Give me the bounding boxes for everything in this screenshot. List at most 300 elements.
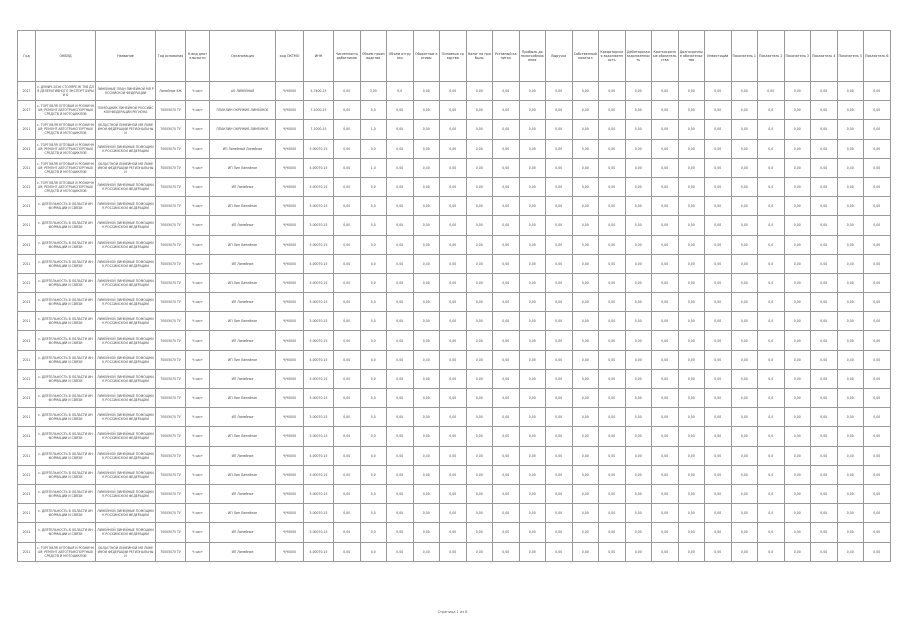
table-cell: 0,00 — [519, 542, 546, 561]
table-cell: 0,00 — [652, 273, 679, 292]
table-cell: 0,0 — [758, 369, 785, 388]
table-cell: 0,00 — [599, 216, 626, 235]
table-cell: 0,00 — [466, 158, 493, 177]
table-cell: 0,00 — [334, 82, 361, 101]
table-cell: 0,00 — [731, 484, 758, 503]
table-cell: 0,00 — [466, 427, 493, 446]
table-cell: 0,00 — [625, 504, 652, 523]
table-cell: 0,00 — [466, 120, 493, 139]
table-cell: 2011 — [18, 120, 36, 139]
column-header: Год основания — [156, 31, 186, 82]
table-row — [18, 82, 891, 101]
table-cell: 0,0 — [758, 331, 785, 350]
table-cell: Ч/Ч0000 — [276, 542, 304, 561]
table-cell: 0,00 — [837, 158, 864, 177]
table-cell: 5-00070-15 — [304, 312, 334, 331]
table-cell: 2011 — [18, 523, 36, 542]
table-cell: ИП Линейное — [210, 523, 276, 542]
table-cell: 0,00 — [519, 350, 546, 369]
table-cell: 0,00 — [466, 197, 493, 216]
table-cell: 0,00 — [837, 139, 864, 158]
table-cell: 0,0 — [360, 101, 387, 120]
table-cell: 0,00 — [784, 197, 811, 216]
table-cell: 0,00 — [334, 465, 361, 484]
table-cell: 2011 — [18, 446, 36, 465]
table-cell: 0,00 — [493, 82, 520, 101]
column-header: Оборотные активы — [413, 31, 440, 82]
table-cell: 0,00 — [466, 408, 493, 427]
table-cell: 70005070 ТУ — [156, 389, 186, 408]
table-row — [18, 177, 891, 196]
table-cell: ЛИНЕЙНОЙ ЛИНЕЙНЫЕ ПОМОЩНИК РОССИЙСКОЙ ФЕДЕРАЦИИ — [96, 235, 156, 254]
table-cell: ИП Лин Линейное — [210, 504, 276, 523]
table-cell: 0,00 — [466, 82, 493, 101]
table-cell: 0,00 — [387, 484, 414, 503]
table-cell: 2017 — [18, 82, 36, 101]
table-cell: 0,00 — [387, 350, 414, 369]
table-cell: 0,00 — [705, 82, 732, 101]
table-cell: 0,00 — [678, 177, 705, 196]
table-cell: 0,00 — [652, 523, 679, 542]
table-cell: 0,00 — [466, 254, 493, 273]
table-cell: с. ТОРГОВЛЯ ОПТОВАЯ И РОЗНИЧНАЯ; РЕМОНТ АВТОТРАНСПОРТНЫХ СРЕДСТВ И МОТОЦИКЛОВ — [36, 158, 96, 177]
table-cell: 0,00 — [678, 197, 705, 216]
table-cell: Ч-чист — [186, 504, 210, 523]
table-cell: 0,00 — [334, 197, 361, 216]
column-header: Показатель 6 — [864, 31, 891, 82]
table-cell: 70005070 ТУ — [156, 369, 186, 388]
table-cell: Ч/Ч0000 — [276, 408, 304, 427]
table-cell: 0,00 — [572, 120, 599, 139]
table-cell: 0,00 — [837, 484, 864, 503]
table-cell: 0,00 — [625, 408, 652, 427]
table-cell: 0,00 — [519, 120, 546, 139]
table-cell: 0,00 — [837, 331, 864, 350]
table-cell: 0,00 — [811, 389, 838, 408]
table-cell: 0,00 — [864, 235, 891, 254]
table-cell: 0,00 — [572, 139, 599, 158]
table-cell: 0,00 — [493, 120, 520, 139]
column-header: Название — [96, 31, 156, 82]
table-cell: 0,00 — [387, 542, 414, 561]
table-cell: 0,00 — [678, 312, 705, 331]
table-cell: Ч-чист — [186, 273, 210, 292]
column-header: Год — [18, 31, 36, 82]
table-cell: 0,00 — [466, 293, 493, 312]
table-cell: 0,00 — [731, 139, 758, 158]
table-cell: 0,00 — [652, 427, 679, 446]
table-cell: 0,00 — [811, 82, 838, 101]
table-cell: 0,00 — [731, 197, 758, 216]
table-cell: 0,00 — [572, 177, 599, 196]
table-cell: 0,0 — [360, 312, 387, 331]
table-cell: с. ДЕЯТЕЛЬНОСТЬ В ОБЛАСТИ ИНФОРМАЦИИ И СВЯЗИ — [36, 254, 96, 273]
table-cell: 0,00 — [731, 235, 758, 254]
table-cell: ПОМОЩНИК ЛИНЕЙНОЙ РОССИЙСКОЙ ФЕДЕРАЦИИ РЕГИОНА — [96, 101, 156, 120]
table-cell: 0,00 — [652, 465, 679, 484]
table-cell: ЛИНЕЙНОЙ ЛИНЕЙНЫЕ ПОМОЩНИК РОССИЙСКОЙ ФЕДЕРАЦИИ — [96, 523, 156, 542]
table-cell: 0,00 — [413, 177, 440, 196]
table-cell: 0,00 — [864, 446, 891, 465]
table-cell: Ч-чист — [186, 446, 210, 465]
table-cell: Ч-чист — [186, 523, 210, 542]
table-cell: 0,00 — [705, 446, 732, 465]
table-cell: 0,00 — [811, 120, 838, 139]
table-cell: ИП Линейное — [210, 484, 276, 503]
table-cell: 0,00 — [413, 216, 440, 235]
table-cell: 0,00 — [493, 465, 520, 484]
table-cell: ИП Лин Линейное — [210, 427, 276, 446]
table-cell: 0,00 — [625, 350, 652, 369]
table-cell: 0,00 — [334, 101, 361, 120]
table-cell: 0,0 — [360, 369, 387, 388]
table-cell: 0,00 — [493, 331, 520, 350]
table-cell: 0,00 — [440, 235, 467, 254]
column-header: Объём отгрузки — [387, 31, 414, 82]
table-cell: 0,00 — [625, 254, 652, 273]
table-cell: 3,00 — [360, 82, 387, 101]
table-cell: Ч/Ч0000 — [276, 427, 304, 446]
table-cell: Ч/Ч0000 — [276, 389, 304, 408]
table-cell: 0,00 — [334, 177, 361, 196]
table-cell: 0,00 — [784, 523, 811, 542]
table-cell: Ч/Ч0000 — [276, 235, 304, 254]
table-cell: 0,00 — [546, 350, 573, 369]
table-cell: 0,00 — [678, 235, 705, 254]
table-cell: 0,00 — [731, 312, 758, 331]
table-cell: 0,0 — [360, 484, 387, 503]
table-cell: 1,0 — [360, 158, 387, 177]
table-cell: 0,00 — [837, 312, 864, 331]
table-cell: 0,00 — [493, 254, 520, 273]
table-cell: 2011 — [18, 139, 36, 158]
table-cell: 0,00 — [705, 369, 732, 388]
table-cell: 0,00 — [334, 350, 361, 369]
table-cell: 0,00 — [519, 504, 546, 523]
table-cell: 5-00070-15 — [304, 446, 334, 465]
table-cell: 0,00 — [678, 216, 705, 235]
table-cell: 0,00 — [784, 120, 811, 139]
table-cell: 0,00 — [493, 369, 520, 388]
table-cell: 0,00 — [466, 331, 493, 350]
table-cell: 0,00 — [652, 139, 679, 158]
table-cell: 0,00 — [334, 542, 361, 561]
table-cell: 0,00 — [387, 408, 414, 427]
table-cell: 0,00 — [864, 331, 891, 350]
table-row — [18, 389, 891, 408]
table-cell: 0,00 — [731, 408, 758, 427]
table-cell: 0,00 — [519, 446, 546, 465]
table-cell: Ч-чист — [186, 216, 210, 235]
table-cell: ЛИНЕЙНОЙ ЛИНЕЙНЫЕ ПОМОЩНИК РОССИЙСКОЙ ФЕДЕРАЦИИ — [96, 465, 156, 484]
table-cell: 0,0 — [360, 331, 387, 350]
table-row — [18, 369, 891, 388]
table-cell: 0,00 — [387, 254, 414, 273]
table-cell: 70005070 ТУ — [156, 139, 186, 158]
table-cell: 0,00 — [678, 139, 705, 158]
table-cell: Ч/Ч0000 — [276, 484, 304, 503]
table-cell: 0,00 — [678, 158, 705, 177]
table-cell: 0,00 — [837, 101, 864, 120]
table-cell: 0,00 — [811, 523, 838, 542]
table-cell: 0,00 — [784, 273, 811, 292]
table-cell: 0,00 — [837, 446, 864, 465]
table-cell: 0,00 — [652, 369, 679, 388]
table-cell: 0,00 — [599, 254, 626, 273]
table-cell: 2011 — [18, 408, 36, 427]
table-cell: 0,00 — [625, 389, 652, 408]
table-cell: ЛИНЕЙНОЙ ЛИНЕЙНЫЕ ПОМОЩНИК РОССИЙСКОЙ ФЕДЕРАЦИИ — [96, 216, 156, 235]
table-cell: 0,0 — [360, 504, 387, 523]
table-cell: ЛИНЕЙНОЙ ЛИНЕЙНЫЕ ПОМОЩНИК РОССИЙСКОЙ ФЕДЕРАЦИИ — [96, 312, 156, 331]
table-row — [18, 101, 891, 120]
table-cell: 0,00 — [413, 389, 440, 408]
table-cell: 0,0 — [360, 273, 387, 292]
table-cell: 0,00 — [784, 139, 811, 158]
table-cell: 0,00 — [705, 504, 732, 523]
table-cell: ЛИНЕЙНОЙ ЛИНЕЙНЫЕ ПОМОЩНИК РОССИЙСКОЙ ФЕДЕРАЦИИ — [96, 254, 156, 273]
table-cell: 0,00 — [466, 101, 493, 120]
table-cell: 0,00 — [572, 504, 599, 523]
table-cell: ППАКЛИН ОКРУЖИЕ-ЛИНЕЙНОЕ — [210, 120, 276, 139]
table-cell: Ч-чист — [186, 101, 210, 120]
table-row — [18, 235, 891, 254]
table-cell: ЛИНЕЙНЫЕ ПЛАН ЛИНЕЙНОЙ МЯ РОССИЙСКОЙ ФЕДЕРАЦИИ — [96, 82, 156, 101]
table-cell: 0,00 — [572, 101, 599, 120]
table-cell: 2011 — [18, 254, 36, 273]
table-cell: 0,00 — [572, 293, 599, 312]
table-cell: ЛИНЕЙНОЙ ЛИНЕЙНЫЕ ПОМОЩНИК РОССИЙСКОЙ ФЕДЕРАЦИИ — [96, 273, 156, 292]
table-cell: 0,00 — [625, 273, 652, 292]
table-cell: 0,0 — [758, 101, 785, 120]
table-cell: Ч/Ч0000 — [276, 197, 304, 216]
table-cell: 0,00 — [440, 82, 467, 101]
table-cell: 0,00 — [546, 273, 573, 292]
table-cell: 0,00 — [440, 427, 467, 446]
table-cell: ИП Лин Линейное — [210, 235, 276, 254]
table-cell: 70005070 ТУ — [156, 216, 186, 235]
table-cell: 0,00 — [546, 331, 573, 350]
table-cell: 0,00 — [572, 389, 599, 408]
table-cell: 70005070 ТУ — [156, 177, 186, 196]
table-cell: 0,00 — [811, 177, 838, 196]
table-cell: 0,00 — [864, 427, 891, 446]
table-cell: 0,00 — [731, 389, 758, 408]
table-cell: 0,00 — [864, 254, 891, 273]
table-cell: 2011 — [18, 273, 36, 292]
table-cell: 0,00 — [466, 446, 493, 465]
table-cell: 0,00 — [466, 216, 493, 235]
table-cell: 0,00 — [678, 331, 705, 350]
table-cell: ЛИНЕЙНОЙ ЛИНЕЙНЫЕ ПОМОЩНИК РОССИЙСКОЙ ФЕДЕРАЦИИ — [96, 484, 156, 503]
table-cell: ОБЛАСТНОЙ ЛИНЕЙНОЙ МЯ ЛИНЕЙНОЙ ФЕДЕРАЦИИ РЕГИОНАЛЬНЫЙ — [96, 158, 156, 177]
column-header: Показатель 5 — [837, 31, 864, 82]
table-cell: с. ТОРГОВЛЯ ОПТОВАЯ И РОЗНИЧНАЯ; РЕМОНТ АВТОТРАНСПОРТНЫХ СРЕДСТВ И МОТОЦИКЛОВ — [36, 101, 96, 120]
table-cell: 0,00 — [440, 523, 467, 542]
table-row — [18, 408, 891, 427]
table-cell: 0,00 — [519, 235, 546, 254]
table-cell: 0,00 — [652, 216, 679, 235]
table-cell: с. ДЕЯТЕЛЬНОСТЬ В ОБЛАСТИ ИНФОРМАЦИИ И СВЯЗИ — [36, 216, 96, 235]
table-cell: 5-00070-15 — [304, 139, 334, 158]
table-cell: 0,00 — [572, 446, 599, 465]
table-cell: Ч/Ч0000 — [276, 331, 304, 350]
table-row — [18, 158, 891, 177]
table-cell: 0,00 — [387, 235, 414, 254]
table-cell: ИП Лин Линейное — [210, 158, 276, 177]
table-cell: ИП Лин Линейное — [210, 350, 276, 369]
table-cell: 0,00 — [440, 273, 467, 292]
table-cell: 0,00 — [705, 542, 732, 561]
table-cell: 0,00 — [599, 523, 626, 542]
table-cell: 0,00 — [572, 254, 599, 273]
table-cell: 0,00 — [864, 82, 891, 101]
table-cell: 0,0 — [360, 427, 387, 446]
table-cell: 0,00 — [387, 197, 414, 216]
table-cell: Ч-чист — [186, 427, 210, 446]
data-table — [17, 30, 891, 562]
table-cell: 0,00 — [864, 101, 891, 120]
table-cell: 70005070 ТУ — [156, 427, 186, 446]
column-header: Долгосрочные обязательства — [678, 31, 705, 82]
table-cell: 0,0 — [758, 293, 785, 312]
table-cell: 0,00 — [811, 446, 838, 465]
table-cell: 0,00 — [837, 427, 864, 446]
table-cell: 5-00070-15 — [304, 542, 334, 561]
table-cell: ЛИНЕЙНОЙ ЛИНЕЙНЫЕ ПОМОЩНИК РОССИЙСКОЙ ФЕДЕРАЦИИ — [96, 197, 156, 216]
table-cell: 0,00 — [572, 427, 599, 446]
table-cell: 0,00 — [334, 120, 361, 139]
table-cell: 0,00 — [731, 446, 758, 465]
table-cell: 0,00 — [705, 139, 732, 158]
table-cell: 2011 — [18, 197, 36, 216]
table-cell: 0,00 — [387, 427, 414, 446]
table-cell: 0,00 — [413, 408, 440, 427]
table-cell: 0,00 — [599, 293, 626, 312]
table-cell: 0,00 — [731, 369, 758, 388]
table-cell: 0,00 — [784, 389, 811, 408]
table-cell: 0,00 — [466, 369, 493, 388]
table-cell: 5-00070-15 — [304, 523, 334, 542]
column-header: ИНН — [304, 31, 334, 82]
table-cell: 5-00070-15 — [304, 158, 334, 177]
table-cell: 5-00070-15 — [304, 235, 334, 254]
table-cell: 70005070 ТУ — [156, 408, 186, 427]
table-cell: 0,00 — [599, 484, 626, 503]
table-cell: Ч-чист — [186, 82, 210, 101]
table-cell: 0,00 — [864, 350, 891, 369]
table-cell: 0,00 — [413, 523, 440, 542]
table-cell: 0,0 — [758, 177, 785, 196]
table-cell: 0,00 — [705, 235, 732, 254]
table-cell: 0,00 — [864, 465, 891, 484]
table-cell: ЛИНЕЙНОЙ ЛИНЕЙНЫЕ ПОМОЩНИК РОССИЙСКОЙ ФЕДЕРАЦИИ — [96, 408, 156, 427]
table-cell: 0,00 — [864, 197, 891, 216]
table-cell: 0,00 — [413, 331, 440, 350]
table-cell: 0,00 — [731, 465, 758, 484]
table-cell: Ч-чист — [186, 369, 210, 388]
table-cell: 0,00 — [731, 158, 758, 177]
table-cell: 0,00 — [678, 504, 705, 523]
table-cell: 0,00 — [784, 427, 811, 446]
table-cell: 0,00 — [572, 216, 599, 235]
table-cell: с. ДЕЯТЕЛЬНОСТЬ В ОБЛАСТИ ИНФОРМАЦИИ И СВЯЗИ — [36, 427, 96, 446]
table-cell: 5-00070-15 — [304, 427, 334, 446]
table-cell: с. ДЕЯТЕЛЬНОСТЬ В ОБЛАСТИ ИНФОРМАЦИИ И СВЯЗИ — [36, 389, 96, 408]
table-cell: 0,00 — [599, 235, 626, 254]
table-cell: 0,00 — [334, 369, 361, 388]
table-cell: ОБЛАСТНОЙ ЛИНЕЙНОЙ МЯ ЛИНЕЙНОЙ ФЕДЕРАЦИИ РЕГИОНАЛЬНЫЙ — [96, 542, 156, 561]
table-cell: Линейное 4Ж — [156, 82, 186, 101]
table-cell: 0,00 — [493, 504, 520, 523]
table-row — [18, 139, 891, 158]
table-cell: 0,00 — [784, 369, 811, 388]
table-cell: 0,00 — [440, 542, 467, 561]
table-cell: 0,00 — [784, 177, 811, 196]
table-cell: 0,00 — [652, 331, 679, 350]
table-cell: 0,00 — [784, 331, 811, 350]
table-cell: 0,00 — [652, 389, 679, 408]
column-header: ОКВЭД — [36, 31, 96, 82]
table-cell: 0,00 — [493, 197, 520, 216]
table-cell: 0,0 — [360, 465, 387, 484]
table-cell: 0,0 — [758, 484, 785, 503]
table-cell: ЛИНЕЙНОЙ ЛИНЕЙНЫЕ ПОМОЩНИК РОССИЙСКОЙ ФЕДЕРАЦИИ — [96, 293, 156, 312]
table-cell: 0,00 — [678, 484, 705, 503]
table-cell: 0,00 — [864, 504, 891, 523]
table-cell: 2011 — [18, 331, 36, 350]
table-cell: ИП Линейное — [210, 446, 276, 465]
table-cell: 2011 — [18, 350, 36, 369]
table-cell: 0,00 — [731, 120, 758, 139]
table-cell: 0,00 — [572, 369, 599, 388]
table-cell: 0,00 — [519, 389, 546, 408]
table-cell: 0,00 — [731, 177, 758, 196]
table-cell: 0,00 — [811, 273, 838, 292]
table-cell: 0,00 — [387, 523, 414, 542]
table-cell: 0,00 — [678, 408, 705, 427]
table-cell: ЛИНЕЙНОЙ ЛИНЕЙНЫЕ ПОМОЩНИК РОССИЙСКОЙ ФЕДЕРАЦИИ — [96, 331, 156, 350]
table-cell: 0,00 — [678, 369, 705, 388]
table-cell: 0,00 — [705, 197, 732, 216]
table-cell: 0,00 — [837, 177, 864, 196]
table-cell: ИП Линейное — [210, 369, 276, 388]
table-cell: Ч-чист — [186, 484, 210, 503]
table-cell: 0,00 — [493, 542, 520, 561]
table-cell: 0,00 — [864, 293, 891, 312]
table-cell: ППАКЛИН ОКРУЖИЕ-ЛИНЕЙНОЕ — [210, 101, 276, 120]
table-cell: Ч-чист — [186, 542, 210, 561]
table-cell: 0,00 — [705, 350, 732, 369]
table-cell: 0,00 — [519, 523, 546, 542]
table-cell: Ч/Ч0000 — [276, 312, 304, 331]
table-cell: 0,00 — [334, 389, 361, 408]
table-cell: 0,00 — [678, 465, 705, 484]
column-header: Собственный капитал — [572, 31, 599, 82]
table-cell: с. ДЕЯТЕЛЬНОСТЬ В ОБЛАСТИ ИНФОРМАЦИИ И СВЯЗИ — [36, 446, 96, 465]
table-cell: 0,00 — [864, 120, 891, 139]
table-cell: 0,00 — [837, 254, 864, 273]
table-cell: Ч-чист — [186, 197, 210, 216]
table-cell: 0,00 — [599, 542, 626, 561]
table-cell: 0,00 — [546, 389, 573, 408]
table-cell: 0,00 — [837, 197, 864, 216]
table-cell: 0,00 — [493, 235, 520, 254]
table-cell: 0,00 — [546, 177, 573, 196]
table-cell: 0,00 — [731, 523, 758, 542]
table-cell: ИП Лин Линейное — [210, 465, 276, 484]
table-cell: 0,00 — [784, 216, 811, 235]
